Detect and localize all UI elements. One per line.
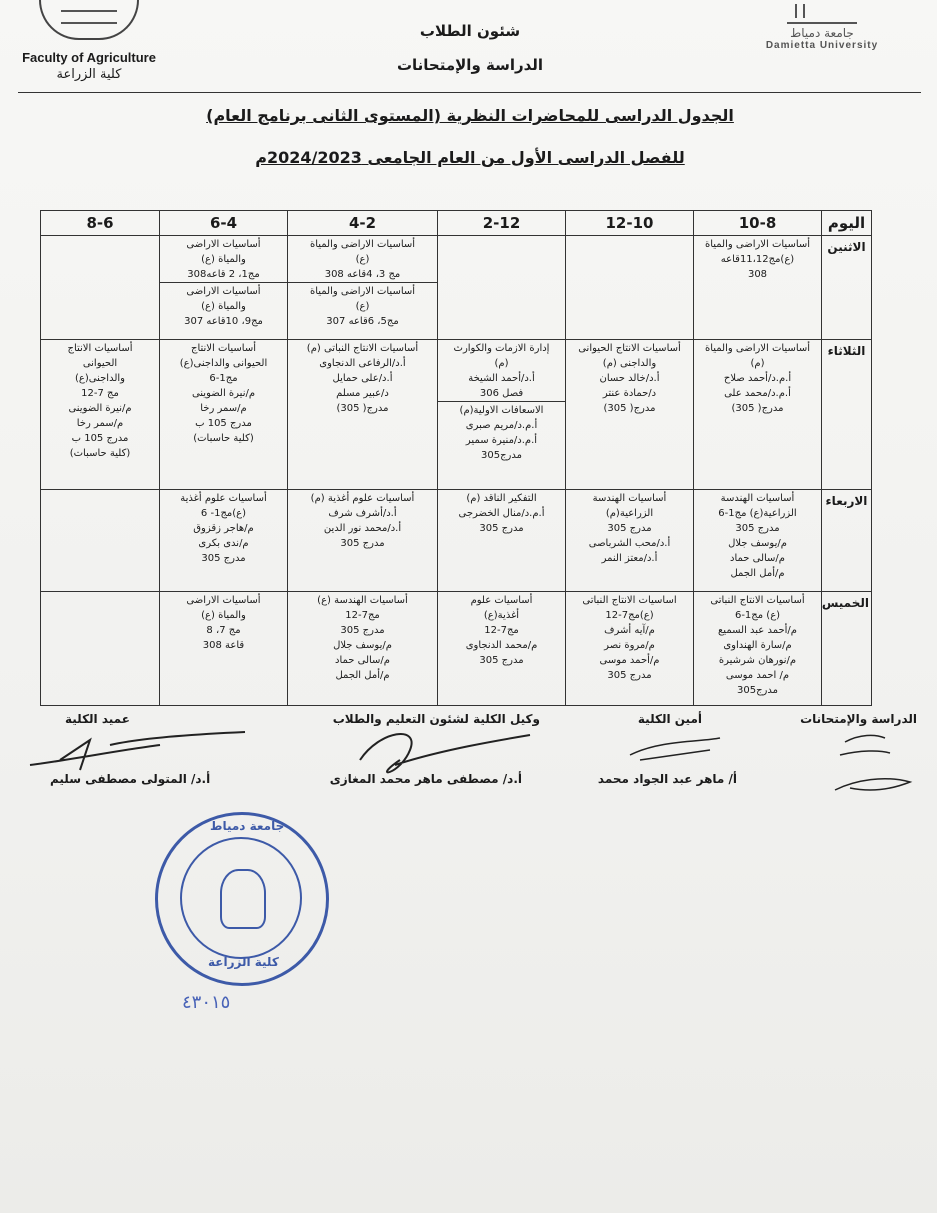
- sig-title-vice-dean: وكيل الكلية لشئون التعليم والطلاب: [332, 712, 540, 726]
- cell-tue-10-12: أساسيات الانتاج الحيوانى والداجنى (م) أ.د/خالد حسان د/حمادة عنتر مدرج( 305): [566, 340, 694, 490]
- cell-thu-12-2: أساسيات علوم أغذية(ع) مج7-12 م/محمد الدنجاوى مدرج 305: [438, 592, 566, 706]
- cell-tue-2-4: أساسيات الانتاج النباتى (م) أ.د/الرفاعى الدنجاوى أ.د/على حمايل د/عبير مسلم مدرج( 305): [288, 340, 438, 490]
- dept-line-1: شئون الطلاب: [419, 22, 521, 40]
- cell-wed-12-2: التفكير الناقد (م) أ.م.د/منال الخضرجى مدرج 305: [438, 490, 566, 592]
- header-divider: [18, 92, 921, 93]
- cell-mon-4-6: أساسيات الاراضى والمياة (ع) مج1، 2 قاعه308 أساسيات الاراضى والمياة (ع) مج9، 10قاعه 307: [160, 236, 288, 340]
- cell-thu-8-10: أساسيات الانتاج النباتى (ع) مج1-6 م/أحمد عبد السميع م/سارة الهنداوى م/نورهان شرشيرة م/ احمد موسى مدرج305: [694, 592, 822, 706]
- cell-thu-6-8: [41, 592, 160, 706]
- university-name-ar: جامعة دمياط: [790, 26, 854, 40]
- cell-wed-10-12: أساسيات الهندسة الزراعية(م) مدرج 305 أ.د/محب الشرباصى أ.د/معتز النمر: [566, 490, 694, 592]
- cell-mon-4-6-second: أساسيات الاراضى والمياة (ع) مج9، 10قاعه 307: [160, 282, 287, 329]
- table-row-monday: [41, 236, 872, 340]
- signature-scribbles-icon: [0, 720, 937, 810]
- table-row-wednesday: [41, 490, 872, 592]
- official-stamp-icon: [155, 812, 329, 986]
- university-logo-icon: [787, 4, 857, 24]
- day-label-monday: الاثنين: [822, 236, 872, 340]
- cell-mon-2-4: أساسيات الاراضى والمياة (ع) مج 3، 4قاعه 308 أساسيات الاراضى والمياة (ع) مج5، 6قاعه 307: [288, 236, 438, 340]
- faculty-block: [14, 0, 164, 82]
- col-header-10-12: 12-10: [566, 211, 694, 236]
- dept-line-2: الدراسة والإمتحانات: [396, 56, 544, 74]
- sig-name-secretary: أ/ ماهر عبد الجواد محمد: [597, 772, 737, 786]
- schedule-table: [40, 210, 872, 706]
- cell-mon-10-12: [566, 236, 694, 340]
- sig-title-dean: عميد الكلية: [65, 712, 130, 726]
- day-label-wednesday: الاربعاء: [822, 490, 872, 592]
- cell-mon-12-2: [438, 236, 566, 340]
- cell-wed-8-10: أساسيات الهندسة الزراعية(ع) مج1-6 مدرج 305 م/يوسف جلال م/سالى حماد م/أمل الجمل: [694, 490, 822, 592]
- table-row-tuesday: [41, 340, 872, 490]
- sig-name-dean: أ.د/ المتولى مصطفى سليم: [50, 772, 211, 786]
- cell-wed-6-8: [41, 490, 160, 592]
- col-header-day: اليوم: [822, 211, 872, 236]
- document-title: الجدول الدراسى للمحاضرات النظرية (المستوى الثانى برنامج العام): [206, 106, 734, 125]
- document-subtitle: للفصل الدراسى الأول من العام الجامعى 2024/2023م: [255, 148, 685, 167]
- sig-name-vice-dean: أ.د/ مصطفى ماهر محمد المغازى: [329, 772, 522, 786]
- cell-thu-10-12: اساسيات الانتاج النباتى (ع)مج7-12 م/آيه أشرف م/مروة نصر م/أحمد موسى مدرج 305: [566, 592, 694, 706]
- faculty-name-en: Faculty of Agriculture: [22, 50, 156, 65]
- faculty-logo-icon: [39, 0, 139, 40]
- day-label-thursday: الخميس: [822, 592, 872, 706]
- col-header-2-4: 4-2: [288, 211, 438, 236]
- cell-tue-12-2-second: الاسعافات الاولية(م) أ.م.د/مريم صبرى أ.م.د/منيرة سمير مدرج305: [438, 401, 565, 463]
- col-header-8-10: 10-8: [694, 211, 822, 236]
- sig-title-secretary: أمين الكلية: [637, 712, 702, 726]
- stamp-bottom-text: كلية الزراعة: [208, 955, 279, 969]
- col-header-12-2: 2-12: [438, 211, 566, 236]
- cell-mon-6-8: [41, 236, 160, 340]
- table-row-thursday: [41, 592, 872, 706]
- cell-wed-2-4: أساسيات علوم أغذية (م) أ.د/أشرف شرف أ.د/محمد نور الدين مدرج 305: [288, 490, 438, 592]
- cell-wed-4-6: أساسيات علوم أغذية (ع)مج1- 6 م/هاجر زقزوق م/ندى بكرى مدرج 305: [160, 490, 288, 592]
- university-block: [757, 4, 887, 51]
- col-header-4-6: 6-4: [160, 211, 288, 236]
- day-label-tuesday: الثلاثاء: [822, 340, 872, 490]
- cell-mon-8-10: أساسيات الاراضى والمياة (ع)مج11،12قاعه 308: [694, 236, 822, 340]
- cell-tue-4-6: أساسيات الانتاج الحيوانى والداجنى(ع) مج1-6 م/نيرة الضوينى م/سمر رخا مدرج 105 ب (كلية حاسبات): [160, 340, 288, 490]
- faculty-name-ar: كلية الزراعة: [56, 67, 122, 82]
- cell-tue-12-2: إدارة الازمات والكوارث (م) أ.د/أحمد الشيخة فصل 306 الاسعافات الاولية(م) أ.م.د/مريم صبرى أ.م.د/منيرة سمير مدرج305: [438, 340, 566, 490]
- sig-title-exams: الدراسة والإمتحانات: [800, 712, 917, 726]
- stamp-top-text: جامعة دمياط: [210, 819, 285, 833]
- cell-tue-8-10: أساسيات الاراضى والمياة (م) أ.م.د/أحمد صلاح أ.م.د/محمد على مدرج( 305): [694, 340, 822, 490]
- eagle-icon: [220, 869, 266, 929]
- col-header-6-8: 8-6: [41, 211, 160, 236]
- cell-thu-2-4: أساسيات الهندسة (ع) مج7-12 مدرج 305 م/يوسف جلال م/سالى حماد م/أمل الجمل: [288, 592, 438, 706]
- cell-tue-6-8: أساسيات الانتاج الحيوانى والداجنى(ع) مج 7-12 م/نيرة الضوينى م/سمر رخا مدرج 105 ب (كلية حاسبات): [41, 340, 160, 490]
- university-name-en: Damietta University: [765, 40, 879, 51]
- cell-thu-4-6: أساسيات الاراضى والمياة (ع) مج 7، 8 قاعة 308: [160, 592, 288, 706]
- table-header-row: [41, 211, 872, 236]
- department-block: [330, 14, 610, 82]
- cell-mon-2-4-second: أساسيات الاراضى والمياة (ع) مج5، 6قاعه 307: [288, 282, 437, 329]
- stamp-number: ٤٣٠١٥: [182, 992, 231, 1013]
